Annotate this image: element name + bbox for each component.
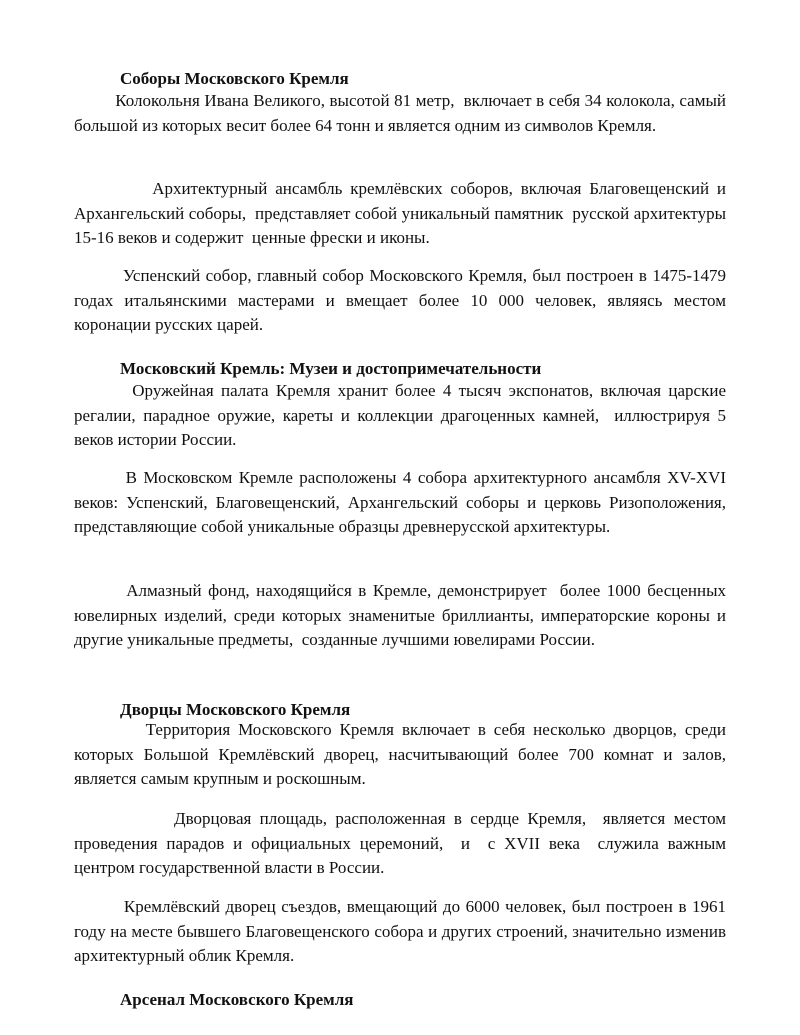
paragraph	[74, 718, 731, 792]
paragraph-text: Территория Московского Кремля включает в себя несколько дворцов, среди которых Большой Кремлёвский дворец, насчитывающий более 700 комнат и залов, является самым крупным и роскошным.	[74, 720, 731, 788]
paragraph-text: Алмазный фонд, находящийся в Кремле, демонстрирует более 1000 бесценных ювелирных изделий, среди которых знаменитые бриллианты, императорские короны и другие уникальные предметы, созданные лучшими ювелирами России.	[74, 581, 731, 649]
paragraph	[74, 807, 731, 881]
paragraph-text: Оружейная палата Кремля хранит более 4 тысяч экспонатов, включая царские регалии, парадное оружие, кареты и коллекции драгоценных камней, иллюстрируя 5 веков истории России.	[74, 381, 731, 449]
section-heading: Соборы Московского Кремля	[120, 69, 349, 88]
paragraph	[74, 89, 731, 138]
section-heading: Московский Кремль: Музеи и достопримечательности	[120, 359, 542, 378]
paragraph	[74, 379, 731, 453]
paragraph-text: Успенский собор, главный собор Московского Кремля, был построен в 1475-1479 годах итальянскими мастерами и вмещает более 10 000 человек, являясь местом коронации русских царей.	[74, 266, 731, 334]
paragraph	[74, 895, 731, 969]
section-heading: Дворцы Московского Кремля	[120, 700, 351, 719]
paragraph-text: Кремлёвский дворец съездов, вмещающий до 6000 человек, был построен в 1961 году на месте бывшего Благовещенского собора и других строений, значительно изменив архитектурный облик Кремля.	[74, 897, 731, 965]
paragraph-text: Колокольня Ивана Великого, высотой 81 метр, включает в себя 34 колокола, самый большой из которых весит более 64 тонн и является одним из символов Кремля.	[74, 91, 731, 135]
paragraph	[74, 579, 731, 653]
paragraph-text: В Московском Кремле расположены 4 собора архитектурного ансамбля XV-XVI веков: Успенский, Благовещенский, Архангельский соборы и церковь Ризоположения, представляющие собой уникальные образцы древнерусской архитектуры.	[74, 468, 731, 536]
section-heading: Арсенал Московского Кремля	[120, 990, 354, 1009]
paragraph-text: Архитектурный ансамбль кремлёвских соборов, включая Благовещенский и Архангельский соборы, представляет собой уникальный памятник русской архитектуры 15-16 веков и содержит ценные фрески и иконы.	[74, 179, 731, 247]
paragraph	[74, 466, 731, 540]
paragraph-text: Дворцовая площадь, расположенная в сердце Кремля, является местом проведения парадов и официальных церемоний, и с XVII века служила важным центром государственной власти в России.	[74, 809, 731, 877]
paragraph	[74, 264, 731, 338]
paragraph	[74, 177, 731, 251]
